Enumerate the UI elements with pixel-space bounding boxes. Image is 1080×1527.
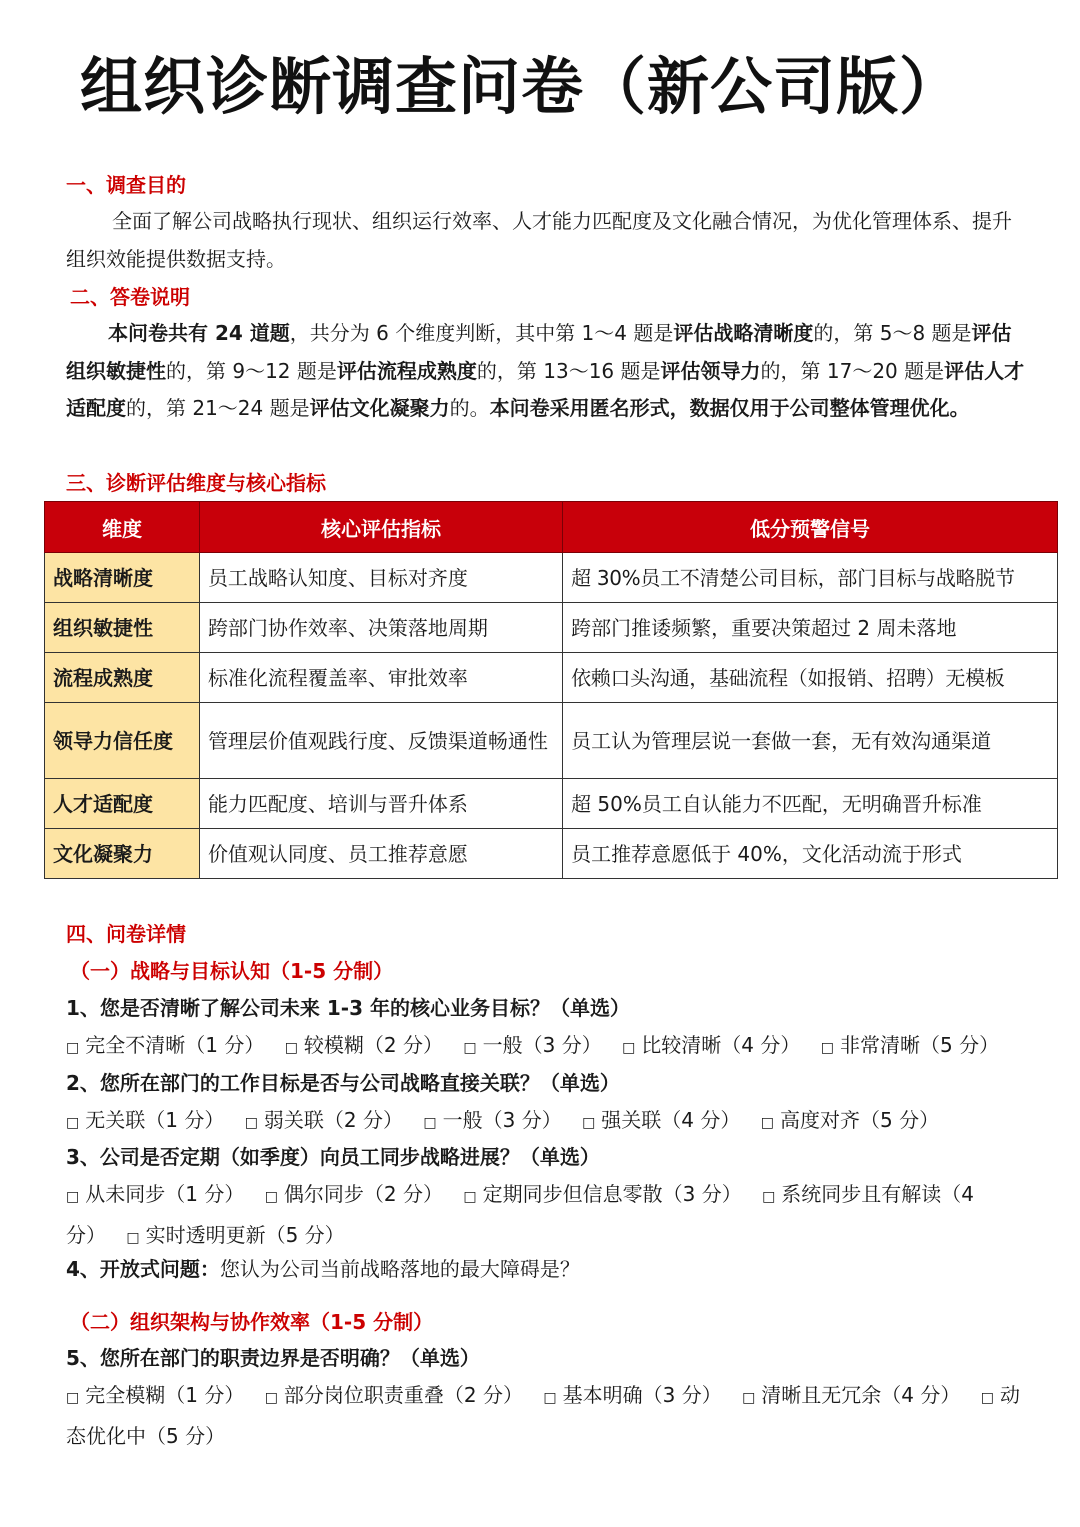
q1-option[interactable] (821, 1033, 999, 1057)
q1-option-label: 一般（3 分） (482, 1033, 602, 1057)
checkbox-icon[interactable]: □ (244, 1115, 258, 1131)
metric-cell: 标准化流程覆盖率、审批效率 (199, 653, 562, 703)
instructions-bold-culture: 评估文化凝聚力 (309, 396, 450, 420)
q1-option[interactable] (622, 1033, 800, 1057)
q5-option-label: 基本明确（3 分） (562, 1383, 722, 1407)
header-metric: 核心评估指标 (199, 502, 562, 553)
table-row (45, 553, 1058, 603)
q2-option[interactable] (423, 1108, 561, 1132)
instructions-bold-anonymous: 本问卷采用匿名形式，数据仅用于公司整体管理优化。 (489, 396, 970, 420)
q2-option-label: 强关联（4 分） (601, 1108, 741, 1132)
q5-option[interactable] (265, 1383, 523, 1407)
instructions-seg: 的，第 9～12 题是 (166, 358, 337, 383)
warning-cell: 超 50%员工自认能力不匹配，无明确晋升标准 (563, 779, 1058, 829)
q2-option-label: 一般（3 分） (442, 1108, 562, 1132)
question-4-label: 4、开放式问题： (66, 1257, 220, 1281)
warning-cell: 员工认为管理层说一套做一套，无有效沟通渠道 (563, 703, 1058, 779)
checkbox-icon[interactable]: □ (66, 1390, 80, 1406)
q1-option-label: 较模糊（2 分） (303, 1033, 444, 1057)
warning-cell: 跨部门推诿频繁，重要决策超过 2 周未落地 (563, 603, 1058, 653)
question-2: 2、您所在部门的工作目标是否与公司战略直接关联？（单选） (66, 1071, 620, 1095)
checkbox-icon[interactable]: □ (463, 1040, 477, 1056)
checkbox-icon[interactable]: □ (742, 1390, 756, 1406)
dimensions-table (44, 501, 1058, 879)
checkbox-icon[interactable]: □ (543, 1390, 557, 1406)
q3-option[interactable] (265, 1182, 443, 1206)
dimension-cell: 文化凝聚力 (45, 829, 200, 879)
dimension-cell: 组织敏捷性 (45, 603, 200, 653)
instructions-seg: ，共分为 6 个维度判断，其中第 1～4 题是 (289, 321, 674, 345)
question-5-options (66, 1377, 1026, 1455)
q3-option[interactable] (126, 1223, 344, 1247)
instructions-bold-strategy: 评估战略清晰度 (673, 321, 814, 345)
checkbox-icon[interactable]: □ (980, 1390, 994, 1406)
metric-cell: 管理层价值观践行度、反馈渠道畅通性 (199, 703, 562, 779)
q1-option[interactable] (285, 1033, 443, 1057)
warning-cell: 依赖口头沟通，基础流程（如报销、招聘）无模板 (563, 653, 1058, 703)
question-1-options (66, 1027, 1026, 1068)
purpose-text: 全面了解公司战略执行现状、组织运行效率、人才能力匹配度及文化融合情况，为优化管理体系、提升组织效能提供数据支持。 (66, 209, 1012, 271)
question-3-options (66, 1176, 1026, 1257)
checkbox-icon[interactable]: □ (66, 1040, 80, 1056)
q5-option[interactable] (543, 1383, 721, 1407)
checkbox-icon[interactable]: □ (760, 1115, 774, 1131)
section-heading-dimensions: 三、诊断评估维度与核心指标 (66, 471, 326, 495)
q2-option[interactable] (761, 1108, 939, 1132)
question-1: 1、您是否清晰了解公司未来 1-3 年的核心业务目标？（单选） (66, 996, 630, 1020)
header-dimension: 维度 (45, 502, 200, 553)
instructions-bold-total: 本问卷共有 24 道题 (108, 321, 290, 345)
q5-option-label: 完全模糊（1 分） (85, 1383, 245, 1407)
header-warning: 低分预警信号 (563, 502, 1058, 553)
checkbox-icon[interactable]: □ (622, 1040, 636, 1056)
q3-option-label: 从未同步（1 分） (85, 1182, 245, 1206)
q1-option[interactable] (463, 1033, 601, 1057)
instructions-seg: 的，第 17～20 题是 (760, 358, 945, 383)
q5-option[interactable] (66, 1383, 244, 1407)
dimension-cell: 战略清晰度 (45, 553, 200, 603)
section-heading-details: 四、问卷详情 (66, 922, 186, 946)
checkbox-icon[interactable]: □ (264, 1390, 278, 1406)
checkbox-icon[interactable]: □ (820, 1040, 834, 1056)
instructions-seg: 的，第 5～8 题是 (813, 321, 972, 345)
instructions-text (66, 315, 1026, 428)
metric-cell: 能力匹配度、培训与晋升体系 (199, 779, 562, 829)
table-row (45, 829, 1058, 879)
q5-option-label: 动态优化中（5 分） (66, 1383, 1020, 1448)
table-row (45, 653, 1058, 703)
table-row (45, 603, 1058, 653)
instructions-bold-process: 评估流程成熟度 (336, 358, 477, 383)
instructions-bold-talent: 评估人才适配度 (66, 358, 1025, 420)
q2-option-label: 弱关联（2 分） (263, 1108, 404, 1132)
checkbox-icon[interactable]: □ (284, 1040, 298, 1056)
checkbox-icon[interactable]: □ (463, 1189, 477, 1205)
q3-option[interactable] (66, 1182, 244, 1206)
q5-option[interactable] (742, 1383, 960, 1407)
metric-cell: 员工战略认知度、目标对齐度 (199, 553, 562, 603)
q3-option[interactable] (463, 1182, 741, 1206)
q2-option[interactable] (582, 1108, 740, 1132)
dimension-cell: 人才适配度 (45, 779, 200, 829)
dimension-cell: 流程成熟度 (45, 653, 200, 703)
section-heading-instructions: 二、答卷说明 (70, 285, 190, 309)
subsection-heading-organization: （二）组织架构与协作效率（1-5 分制） (70, 1310, 434, 1334)
table-row (45, 779, 1058, 829)
question-3: 3、公司是否定期（如季度）向员工同步战略进展？（单选） (66, 1145, 600, 1169)
instructions-seg: 的。 (449, 396, 490, 420)
q2-option[interactable] (245, 1108, 403, 1132)
q1-option-label: 完全不清晰（1 分） (85, 1033, 265, 1057)
subsection-heading-strategy: （一）战略与目标认知（1-5 分制） (70, 959, 394, 983)
question-4 (66, 1253, 580, 1285)
question-2-options (66, 1102, 1026, 1143)
q5-option-label: 部分岗位职责重叠（2 分） (283, 1383, 524, 1407)
q3-option-label: 偶尔同步（2 分） (283, 1182, 444, 1206)
q2-option[interactable] (66, 1108, 224, 1132)
checkbox-icon[interactable]: □ (582, 1115, 596, 1131)
checkbox-icon[interactable]: □ (762, 1189, 776, 1205)
instructions-seg: 的，第 21～24 题是 (126, 396, 310, 420)
table-header-row (45, 502, 1058, 553)
page-title: 组织诊断调查问卷（新公司版） (80, 50, 963, 123)
q2-option-label: 无关联（1 分） (85, 1108, 225, 1132)
q1-option-label: 非常清晰（5 分） (839, 1033, 1000, 1057)
checkbox-icon[interactable]: □ (126, 1229, 140, 1246)
q2-option-label: 高度对齐（5 分） (779, 1108, 940, 1132)
dimension-cell: 领导力信任度 (45, 703, 200, 779)
question-4-text: 您认为公司当前战略落地的最大障碍是？ (219, 1257, 580, 1281)
instructions-bold-agility: 评估组织敏捷性 (66, 321, 1012, 383)
metric-cell: 价值观认同度、员工推荐意愿 (199, 829, 562, 879)
q3-option-label: 系统同步且有解读（4 分） (66, 1182, 975, 1247)
checkbox-icon[interactable]: □ (66, 1189, 80, 1205)
warning-cell: 员工推荐意愿低于 40%，文化活动流于形式 (563, 829, 1058, 879)
instructions-seg: 的，第 13～16 题是 (476, 358, 661, 383)
question-5: 5、您所在部门的职责边界是否明确？（单选） (66, 1346, 480, 1370)
q5-option-label: 清晰且无冗余（4 分） (761, 1383, 961, 1407)
section-heading-purpose: 一、调查目的 (66, 173, 186, 197)
instructions-bold-leadership: 评估领导力 (660, 358, 761, 383)
q3-option-label: 实时透明更新（5 分） (145, 1222, 345, 1247)
q1-option[interactable] (66, 1033, 264, 1057)
checkbox-icon[interactable]: □ (423, 1115, 437, 1131)
table-row (45, 703, 1058, 779)
metric-cell: 跨部门协作效率、决策落地周期 (199, 603, 562, 653)
checkbox-icon[interactable]: □ (66, 1115, 80, 1131)
checkbox-icon[interactable]: □ (264, 1189, 278, 1205)
q1-option-label: 比较清晰（4 分） (641, 1033, 801, 1057)
q3-option-label: 定期同步但信息零散（3 分） (482, 1182, 742, 1206)
warning-cell: 超 30%员工不清楚公司目标，部门目标与战略脱节 (563, 553, 1058, 603)
